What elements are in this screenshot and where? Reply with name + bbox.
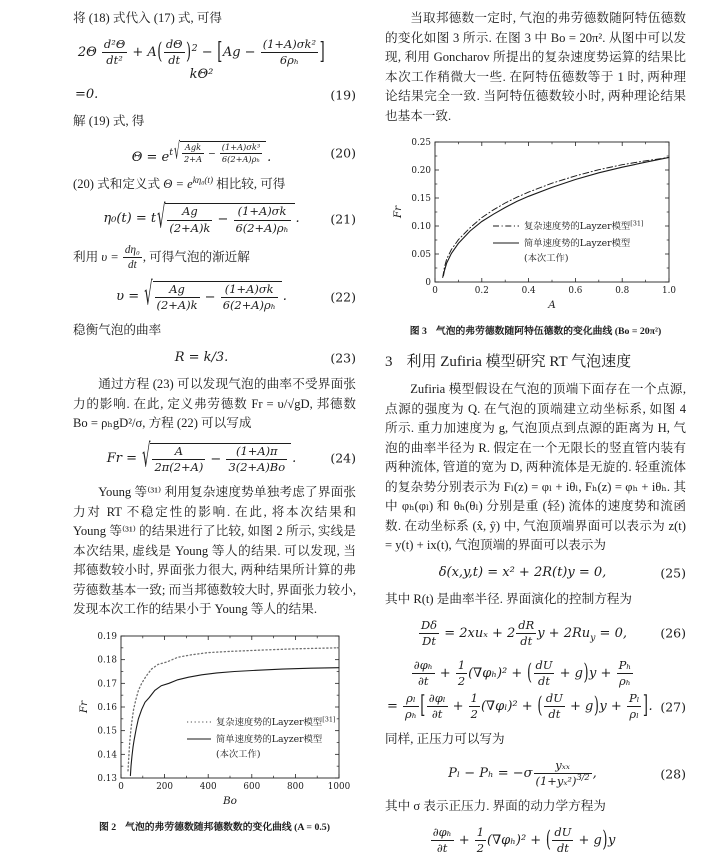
- equation-26-number: (26): [660, 625, 686, 641]
- equation-21-number: (21): [330, 211, 356, 227]
- right-column: [385, 6, 686, 864]
- svg-text:Bo: Bo: [222, 794, 237, 807]
- svg-text:0: 0: [431, 286, 438, 297]
- section-number: 3: [385, 354, 393, 371]
- equation-28: Pₗ − Pₕ = −σ yₓₓ $(1+y_x^2)^{3/2}$ , (28): [448, 757, 686, 788]
- paragraph-solve-19: 解 (19) 式, 得: [73, 114, 145, 129]
- svg-text:Fr: Fr: [391, 205, 404, 219]
- equation-24: Fr = √ $\frac{A}{2\pi(2+A)}$ − $\frac{(1+A)\pi}{3(2+A)Bo}$ . (24): [106, 439, 356, 477]
- section-title: 利用 Zufiria 模型研究 RT 气泡速度: [406, 354, 632, 371]
- svg-text:0.17: 0.17: [96, 678, 117, 689]
- svg-text:600: 600: [242, 781, 260, 792]
- svg-text:简单速度势的Layzer模型: 简单速度势的Layzer模型: [215, 733, 322, 745]
- svg-text:A: A: [547, 299, 556, 312]
- equation-22-number: (22): [330, 289, 356, 305]
- paragraph-bond-fixed: 当取邦德数一定时, 气泡的弗劳德数随阿特伍德数的变化如图 3 所示. 在图 3 中 Bo = 20π². 从图中可以发现, 利用 Goncharov 所提出的复杂速度势运算的结果比本次工作稍微大一些. 在阿特伍德数等于 1 时, 两种理论结果完全一致. 当阿特伍德数较小时, 两种理论结果也基本一致.: [385, 11, 686, 123]
- svg-text:0.14: 0.14: [96, 749, 117, 760]
- equation-25: δ(x,y,t) = x² + 2R(t)y = 0, (25): [438, 564, 686, 581]
- paragraph-pressure: 同样, 正压力可以写为: [385, 732, 505, 747]
- svg-text:200: 200: [155, 781, 173, 792]
- svg-text:0.4: 0.4: [521, 286, 536, 297]
- svg-text:1000: 1000: [327, 781, 350, 792]
- svg-text:0: 0: [117, 781, 124, 792]
- section-heading: [385, 350, 686, 371]
- svg-text:0.15: 0.15: [410, 194, 431, 205]
- paragraph-zufiria-model: Zufiria 模型假设在气泡的顶端下面存在一个点源, 点源的强度为 Q. 在气泡的顶端建立动坐标系, 如图 4 所示. 重力加速度为 g, 气泡顶点到点源的距离为 H, 气泡的曲率半径为 R. 假定在一个无限长的竖直管内装有两种流体, 管道的宽为 D, 两种流体是无旋的. 轻重流体的复杂势分别表示为 Fₗ(z) = φₗ + iθₗ, Fₕ(z) = φₕ + iθₕ. 其中 φₕ(φₗ) 和 θₕ(θₗ) 分别是重 (轻) 流体的速度势和流函数. 在动坐标系 (x̂, ŷ) 中, 气泡顶端界面可以表示为 z(t) = y(t) + ix(t), 气泡顶端的界面可以表示为: [385, 382, 686, 553]
- equation-27-number: (27): [660, 699, 686, 715]
- paragraph-radius: 其中 R(t) 是曲率半径. 界面演化的控制方程为: [385, 591, 632, 606]
- svg-text:0.20: 0.20: [410, 166, 431, 177]
- equation-20: $\Theta = e^{t √ Agk 2+A - \frac{\text{(1+A)σk³}}{\text{6(2+A)ρₕ}}}$ . (20): [131, 139, 356, 167]
- svg-text:400: 400: [199, 781, 217, 792]
- svg-text:0.15: 0.15: [96, 726, 117, 737]
- equation-23: R = k/3. (23): [174, 349, 356, 366]
- equation-19-line1: 2Θ $\frac{\text{d²Θ}}{\text{dt²}}$ + A( $\frac{d\Theta}{dt}$ )$^2$ − [Ag − $\frac{\text{(1+A)σk²}}{\text{6ρₕ}}$ ]kΘ²: [77, 36, 325, 82]
- equation-20-number: (20): [330, 145, 356, 161]
- paragraph-compare-20: (20) 式和定义式 $\Theta = e^{k\eta_0(t)}$ 相比较, 可得: [73, 174, 286, 191]
- figure-2: [73, 628, 356, 833]
- svg-text:0.19: 0.19: [96, 631, 117, 642]
- equation-19: [73, 36, 356, 106]
- figure-3-caption-text: 气泡的弗劳德数随阿特伍德数的变化曲线 (Bo = 20π²): [435, 326, 662, 338]
- figure-3: [385, 134, 686, 337]
- equation-22: υ = √ $\frac{Ag}{(2+A)k}$ − $\frac{(1+A)\sigma k}{\text{6(2+A)ρₕ}}$ . (22): [116, 278, 356, 315]
- equation-23-number: (23): [330, 350, 356, 366]
- paragraph-froude-bond-def: 通过方程 (23) 可以发现气泡的曲率不受界面张力的影响. 在此, 定义弗劳德数 Fr = υ/√gD, 邦德数 Bo = ρₕgD²/σ, 方程 (22) 可以写成: [73, 377, 356, 431]
- svg-text:0.25: 0.25: [410, 138, 431, 149]
- equation-26: $\frac{D\delta}{Dt}$ = 2xuₓ + 2 $\frac{dR}{dt}$ $y + 2Ru_y = 0$, (26): [421, 617, 686, 648]
- svg-text:(本次工作): (本次工作): [215, 748, 260, 760]
- figure-2-chart: [75, 628, 355, 817]
- svg-text:0.16: 0.16: [96, 702, 117, 713]
- svg-text:(本次工作): (本次工作): [523, 253, 568, 265]
- equation-28-number: (28): [660, 766, 686, 781]
- svg-text:简单速度势的Layzer模型: 简单速度势的Layzer模型: [523, 238, 630, 250]
- svg-text:0.13: 0.13: [96, 773, 117, 784]
- svg-text:0.10: 0.10: [410, 222, 431, 233]
- svg-text:0.18: 0.18: [96, 655, 117, 666]
- paragraph-young-comparison: Young 等⁽³¹⁾ 利用复杂速度势单独考虑了界面张力对 RT 不稳定性的影响. 在此, 将本次结果和 Young 等⁽³¹⁾ 的结果进行了比较, 如图 2 所示, 实线是本次结果, 虚线是 Young 等人的结果. 可以发现, 当邦德数较小时, 界面张力很大, 两种结果所计算的弗劳德数基本一致; 而当邦德数较大时, 界面张力较小, 发现本次工作的结果小于 Young 等人的结果.: [73, 485, 356, 617]
- equation-27-line1: $\frac{\text{∂φₕ}}{\partial t}$ + $\frac{1}{2}$ (∇φₕ)² + ( $\frac{dU}{dt}$ + g)y + $\frac{\text{Pₕ}}{\text{ρₕ}}$: [413, 657, 632, 688]
- paragraph-velocity-def: 利用 υ = $\frac{\text{dη₀}}{dt}$ , 可得气泡的渐近解: [73, 243, 250, 272]
- paragraph-curvature: 稳衡气泡的曲率: [73, 323, 162, 338]
- equation-25-number: (25): [660, 565, 686, 581]
- equation-27: [385, 657, 686, 724]
- svg-text:1.0: 1.0: [661, 286, 676, 297]
- paragraph-sigma: 其中 σ 表示正压力. 界面的动力学方程为: [385, 799, 606, 814]
- equation-dynamics-partial: $\frac{\text{∂φₕ}}{\partial t}$ + $\frac{1}{2}$ (∇φₕ)² + ( $\frac{dU}{dt}$ + g)y: [432, 824, 616, 855]
- left-column: [73, 6, 356, 837]
- figure-2-caption: [73, 819, 356, 833]
- svg-text:Fr: Fr: [77, 700, 90, 713]
- figure-3-chart: [389, 134, 683, 321]
- svg-text:0.8: 0.8: [614, 286, 629, 297]
- equation-24-number: (24): [330, 450, 356, 466]
- svg-text:0.2: 0.2: [474, 286, 489, 297]
- figure-3-caption: [385, 323, 686, 337]
- svg-text:800: 800: [286, 781, 304, 792]
- equation-19-number: (19): [330, 87, 356, 103]
- svg-text:0.6: 0.6: [567, 286, 582, 297]
- paragraph-substitute-18: 将 (18) 式代入 (17) 式, 可得: [73, 11, 223, 25]
- figure-3-label: 图 3: [409, 326, 427, 338]
- svg-text:复杂速度势的Layzer模型[31]: 复杂速度势的Layzer模型[31]: [523, 219, 644, 233]
- svg-text:0.05: 0.05: [410, 250, 431, 261]
- svg-text:复杂速度势的Layzer模型[31]: 复杂速度势的Layzer模型[31]: [215, 715, 336, 728]
- equation-27-line2: = $\frac{\text{ρₗ}}{\text{ρₕ}}$ [ $\frac{\text{∂φₗ}}{\partial t}$ + $\frac{1}{2}$ (∇φₗ)² + ( $\frac{dU}{dt}$ + g)y + $\frac{\text{Pₗ}}{\text{ρₗ}}$ ].: [387, 691, 653, 722]
- figure-2-caption-text: 气泡的弗劳德数随邦德数数的变化曲线 (A = 0.5): [125, 821, 330, 833]
- equation-19-line2: =0.: [75, 87, 99, 103]
- figure-2-label: 图 2: [99, 821, 117, 833]
- equation-21: η₀(t) = t √ $\frac{Ag}{(2+A)k}$ − $\frac{(1+A)\sigma k}{\text{6(2+A)ρₕ}}$ . (21): [103, 200, 356, 238]
- svg-text:0: 0: [424, 278, 431, 289]
